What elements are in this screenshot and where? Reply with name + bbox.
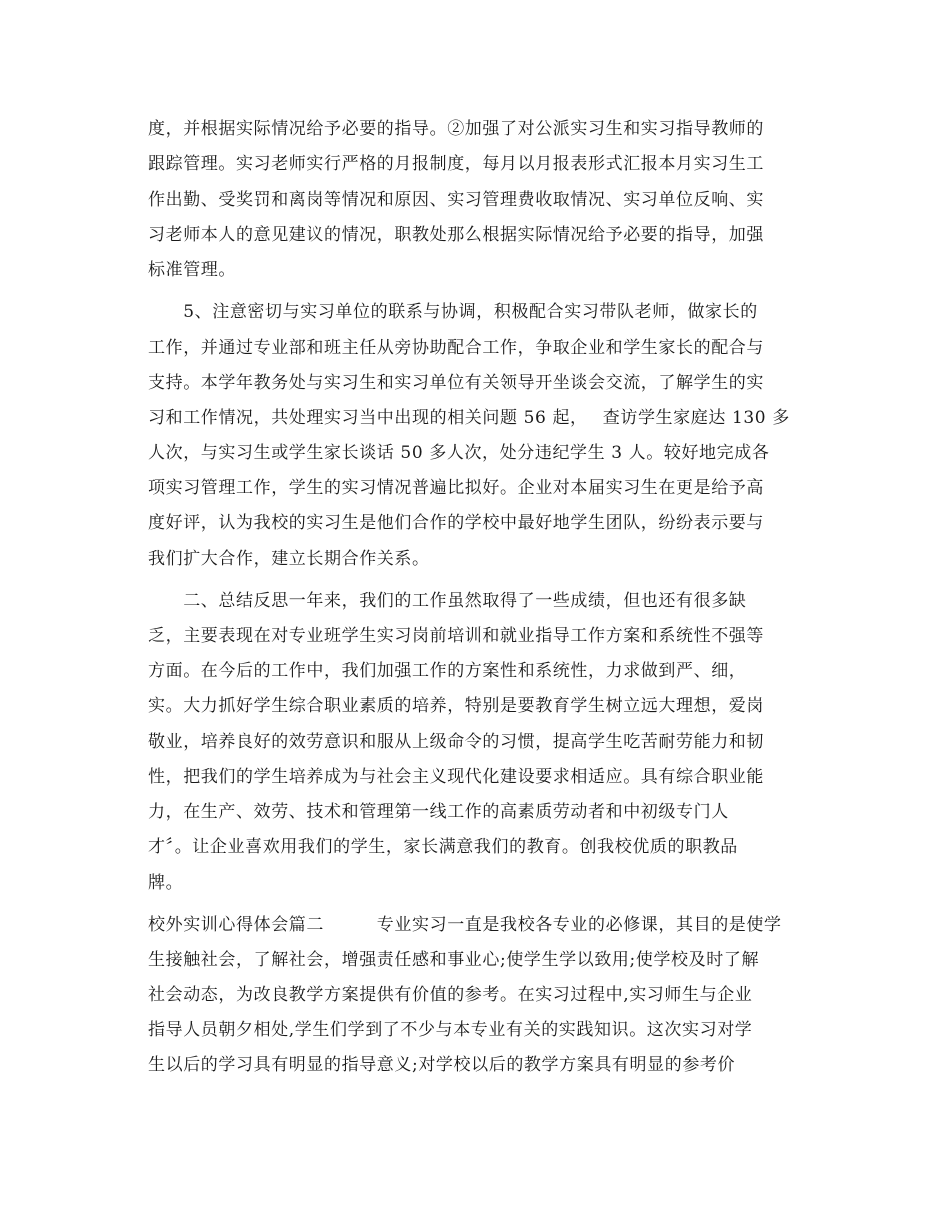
- text-line: 生接触社会，了解社会，增强责任感和事业心;使学生学以致用;使学校及时了解: [148, 950, 760, 970]
- text-line: 才〞。让企业喜欢用我们的学生，家长满意我们的教育。创我校优质的职教品: [148, 837, 738, 857]
- text-line: 5、注意密切与实习单位的联系与协调，积极配合实习带队老师，做家长的: [148, 302, 758, 322]
- text-line: 作出勤、受奖罚和离岗等情况和原因、实习管理费收取情况、实习单位反响、实: [148, 190, 764, 210]
- text-line: 性，把我们的学生培养成为与社会主义现代化建设要求相适应。具有综合职业能: [148, 767, 764, 787]
- text-line: 度好评，认为我校的实习生是他们合作的学校中最好地学生团队，纷纷表示要与: [148, 513, 764, 533]
- text-line: 支持。本学年教务处与实习生和实习单位有关领导开坐谈会交流，了解学生的实: [148, 373, 764, 393]
- text-line: 力，在生产、效劳、技术和管理第一线工作的高素质劳动者和中初级专门人: [148, 802, 729, 822]
- text-line: 工作，并通过专业部和班主任从旁协助配合工作，争取企业和学生家长的配合与: [148, 338, 764, 358]
- text-line: 二、总结反思一年来，我们的工作虽然取得了一些成绩，但也还有很多缺: [148, 591, 747, 611]
- text-line: 我们扩大合作，建立长期合作关系。: [148, 549, 430, 569]
- text-line: 校外实训心得体会篇二 专业实习一直是我校各专业的必修课，其目的是使学: [148, 915, 782, 935]
- text-line: 牌。: [148, 873, 184, 893]
- text-line: 项实习管理工作，学生的实习情况普遍比拟好。企业对本届实习生在更是给予高: [148, 478, 764, 498]
- text-line: 人次，与实习生或学生家长谈话 50 多人次，处分违纪学生 3 人。较好地完成各: [148, 443, 770, 463]
- text-line: 度，并根据实际情况给予必要的指导。②加强了对公派实习生和实习指导教师的: [148, 119, 764, 139]
- text-line: 乏，主要表现在对专业班学生实习岗前培训和就业指导工作方案和系统性不强等: [148, 626, 764, 646]
- text-line: 习老师本人的意见建议的情况，职教处那么根据实际情况给予必要的指导，加强: [148, 225, 764, 245]
- text-line: 生以后的学习具有明显的指导意义;对学校以后的教学方案具有明显的参考价: [148, 1055, 736, 1075]
- text-line: 标准管理。: [148, 260, 236, 280]
- text-line: 指导人员朝夕相处,学生们学到了不少与本专业有关的实践知识。这次实习对学: [148, 1020, 753, 1040]
- text-line: 实。大力抓好学生综合职业素质的培养，特别是要教育学生树立远大理想，爱岗: [148, 696, 764, 716]
- text-line: 方面。在今后的工作中，我们加强工作的方案性和系统性，力求做到严、细，: [148, 661, 747, 681]
- text-line: 跟踪管理。实习老师实行严格的月报制度，每月以月报表形式汇报本月实习生工: [148, 154, 764, 174]
- text-line: 敬业，培养良好的效劳意识和服从上级命令的习惯，提高学生吃苦耐劳能力和韧: [148, 732, 764, 752]
- text-line: 习和工作情况，共处理实习当中出现的相关问题 56 起， 查访学生家庭达 130 多: [148, 408, 790, 428]
- text-line: 社会动态，为改良教学方案提供有价值的参考。在实习过程中,实习师生与企业: [148, 985, 753, 1005]
